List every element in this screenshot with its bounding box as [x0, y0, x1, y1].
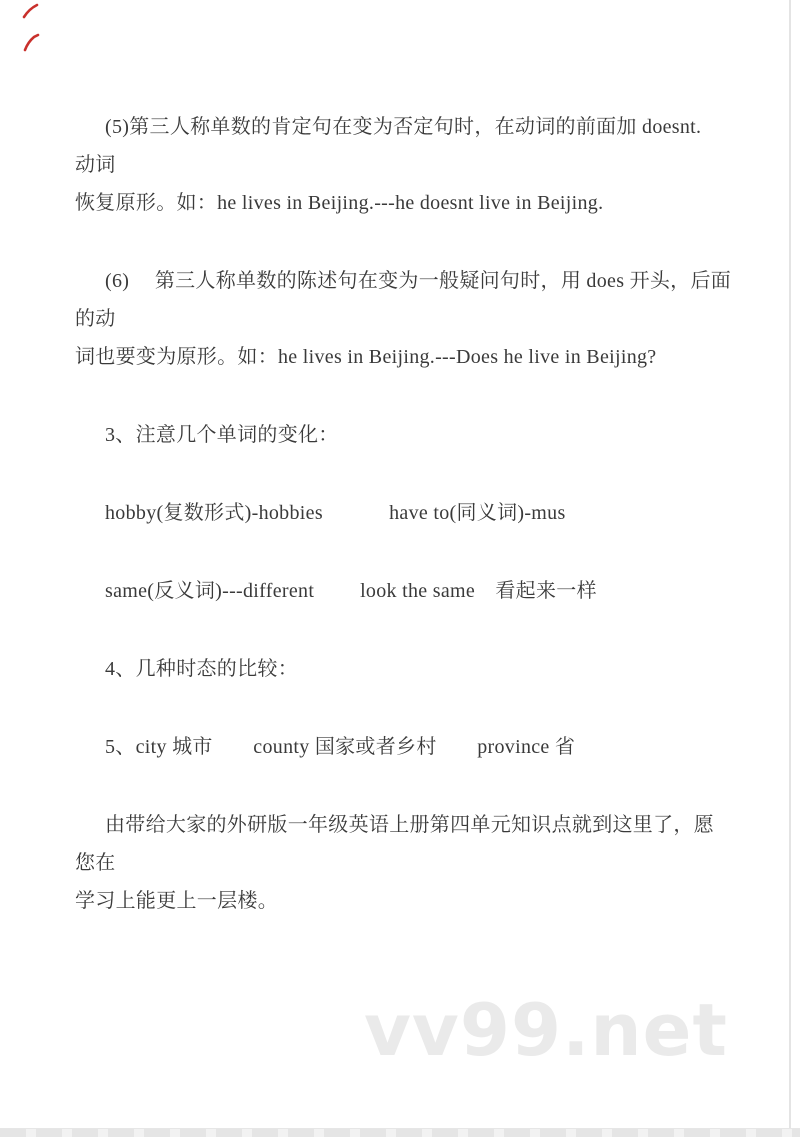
text-line: 由带给大家的外研版一年级英语上册第四单元知识点就到这里了，愿您在	[75, 814, 714, 874]
text-line: 4、几种时态的比较：	[105, 658, 298, 680]
text-line: 5、city 城市 county 国家或者乡村 province 省	[105, 736, 576, 758]
paragraph	[75, 262, 732, 376]
text-line: hobby(复数形式)-hobbies have to(同义词)-mus	[105, 502, 566, 524]
document-body	[75, 108, 742, 960]
paragraph	[75, 108, 742, 222]
bottom-scrollbar-strip[interactable]	[0, 1128, 800, 1137]
paragraph	[75, 728, 732, 766]
text-line: 3、注意几个单词的变化：	[105, 424, 339, 446]
text-line: 词也要变为原形。如：he lives in Beijing.---Does he live in Beijing?	[75, 346, 657, 368]
text-line: 学习上能更上一层楼。	[75, 890, 278, 912]
text-line: same(反义词)---different look the same 看起来一样	[105, 580, 597, 602]
paragraph	[75, 494, 732, 532]
paragraph	[75, 572, 732, 610]
paragraph	[75, 416, 732, 454]
red-pen-mark-icon	[20, 2, 50, 56]
watermark-text: vv99.net	[364, 988, 728, 1072]
text-line: 恢复原形。如：he lives in Beijing.---he doesnt live in Beijing.	[75, 192, 604, 214]
text-line: (5)第三人称单数的肯定句在变为否定句时，在动词的前面加 doesnt. 动词	[75, 116, 742, 176]
paragraph	[75, 650, 732, 688]
page-edge-divider	[789, 0, 791, 1137]
paragraph	[75, 806, 732, 920]
text-line: (6) 第三人称单数的陈述句在变为一般疑问句时，用 does 开头，后面的动	[75, 270, 732, 330]
